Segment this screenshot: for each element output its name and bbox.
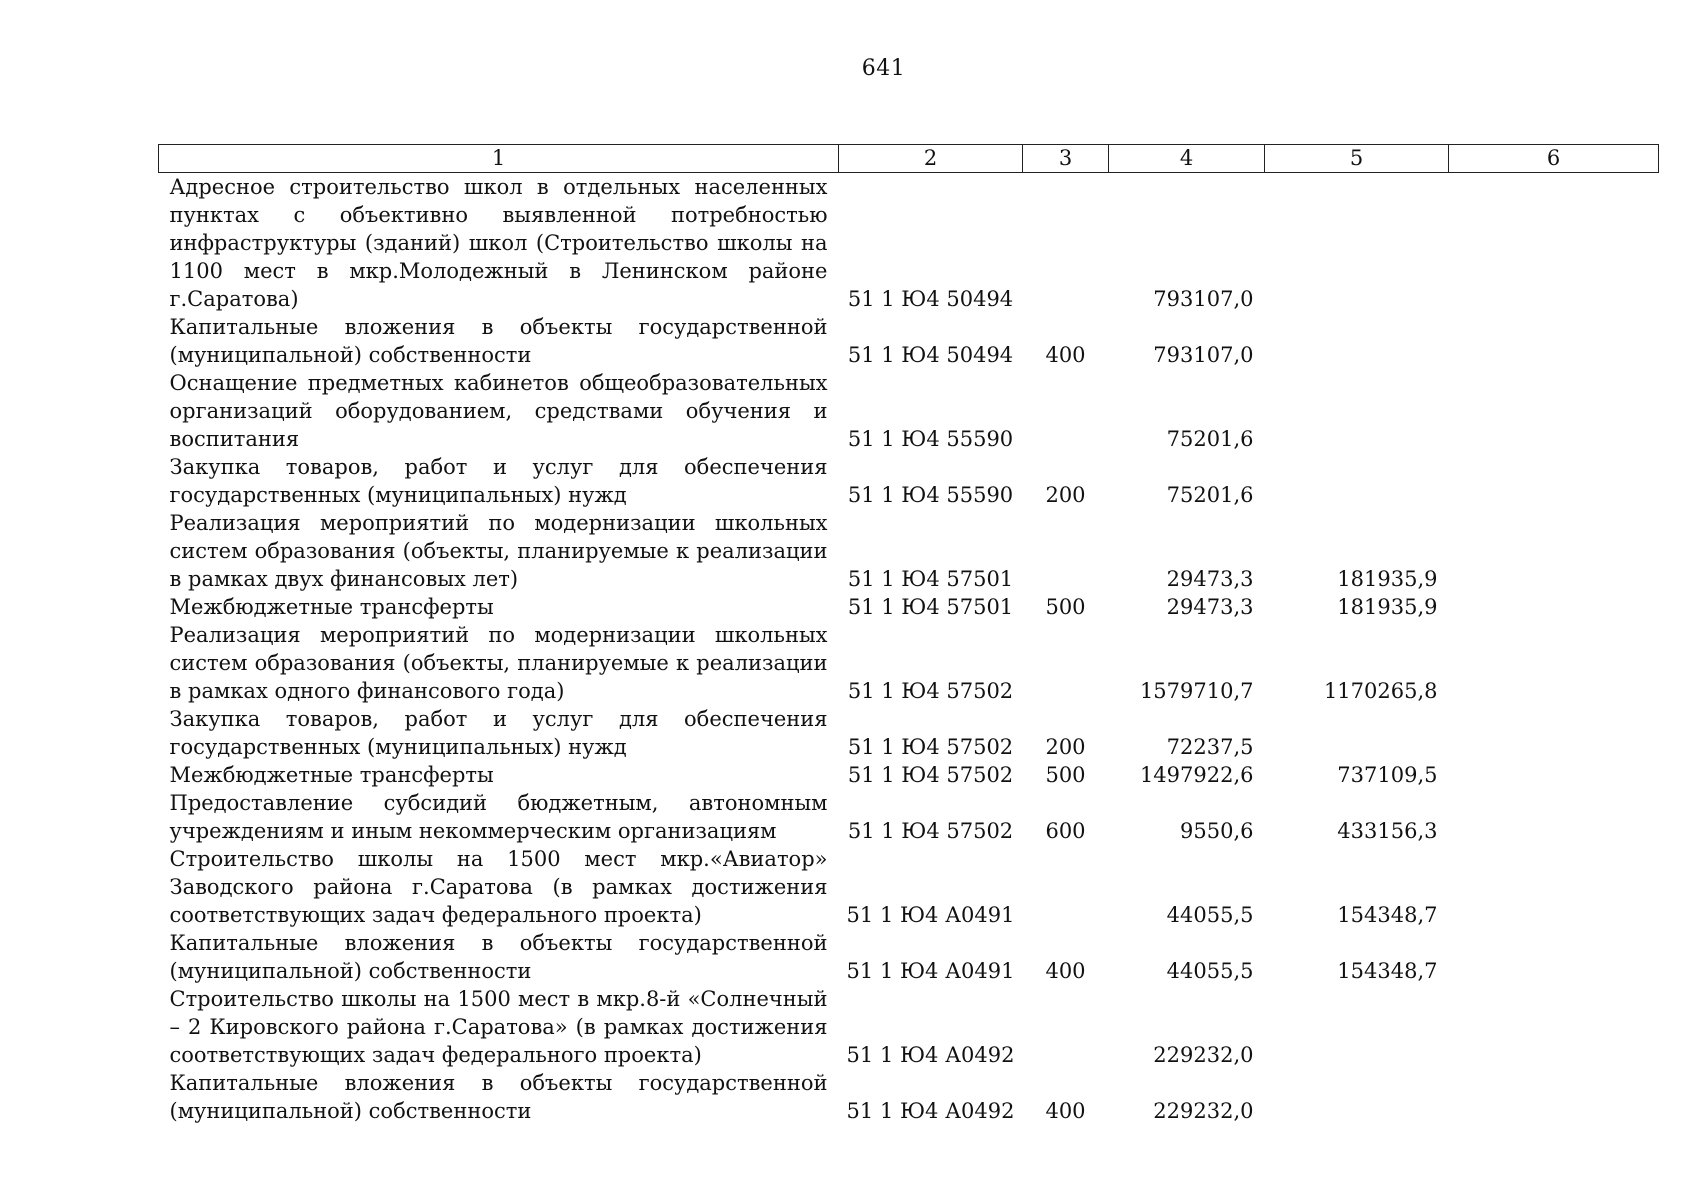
- column-header-2: 2: [839, 145, 1023, 173]
- row-expense-type: 400: [1045, 1099, 1086, 1123]
- row-expense-type: 400: [1045, 343, 1086, 367]
- row-description: Реализация мероприятий по модернизации школьных систем образования (объекты, планируемые к реализации в рамках одного финансового года): [169, 623, 828, 703]
- row-budget-code: 51 1 Ю4 А0492: [846, 1099, 1015, 1123]
- row-description: Строительство школы на 1500 мест в мкр.8-й «Солнечный – 2 Кировского района г.Саратова» (в рамках достижения соответствующих задач федерального проекта): [169, 987, 828, 1067]
- row-budget-code: 51 1 Ю4 57502: [847, 819, 1014, 843]
- row-budget-code: 51 1 Ю4 А0492: [846, 1043, 1015, 1067]
- table-row: [159, 313, 1659, 369]
- row-expense-type: [1023, 369, 1109, 453]
- table-body: [159, 173, 1659, 1126]
- row-amount-col5: 154348,7: [1337, 903, 1438, 927]
- table-row: [159, 845, 1659, 929]
- row-amount-col4: 9550,6: [1180, 819, 1254, 843]
- table-row: [159, 593, 1659, 621]
- row-expense-type: [1023, 509, 1109, 593]
- row-amount-col4: 75201,6: [1166, 483, 1254, 507]
- budget-table: [158, 144, 1659, 1125]
- row-description: Адресное строительство школ в отдельных населенных пунктах с объективно выявленной потребностью инфраструктуры (зданий) школ (Строительство школы на 1100 мест в мкр.Молодежный в Ленинском районе г.Саратова): [169, 175, 828, 311]
- row-amount-col5: [1265, 173, 1449, 314]
- row-budget-code: 51 1 Ю4 57502: [847, 735, 1014, 759]
- row-description: Межбюджетные трансферты: [169, 595, 494, 619]
- row-amount-col4: 229232,0: [1153, 1099, 1254, 1123]
- row-budget-code: 51 1 Ю4 55590: [847, 483, 1014, 507]
- row-amount-col4: 44055,5: [1166, 903, 1254, 927]
- row-amount-col4: 72237,5: [1166, 735, 1254, 759]
- row-description: Межбюджетные трансферты: [169, 763, 494, 787]
- row-amount-col5: [1265, 369, 1449, 453]
- row-description: Капитальные вложения в объекты государственной (муниципальной) собственности: [169, 931, 828, 983]
- page-number: 641: [861, 56, 906, 81]
- row-amount-col4: 1497922,6: [1139, 763, 1254, 787]
- column-header-6: 6: [1449, 145, 1659, 173]
- table-row: [159, 761, 1659, 789]
- row-description: Капитальные вложения в объекты государственной (муниципальной) собственности: [169, 315, 828, 367]
- row-expense-type: [1023, 845, 1109, 929]
- row-budget-code: 51 1 Ю4 57502: [847, 763, 1014, 787]
- row-amount-col4: 29473,3: [1166, 595, 1254, 619]
- row-amount-col4: 44055,5: [1166, 959, 1254, 983]
- row-amount-col5: 433156,3: [1337, 819, 1438, 843]
- table-row: [159, 453, 1659, 509]
- row-expense-type: 400: [1045, 959, 1086, 983]
- row-expense-type: 500: [1045, 595, 1086, 619]
- row-amount-col5: [1265, 453, 1449, 509]
- row-description: Предоставление субсидий бюджетным, автономным учреждениям и иным некоммерческим организациям: [169, 791, 828, 843]
- row-amount-col4: 1579710,7: [1139, 679, 1254, 703]
- row-amount-col4: 29473,3: [1166, 567, 1254, 591]
- table-row: [159, 985, 1659, 1069]
- row-amount-col6: [1449, 173, 1659, 314]
- row-amount-col6: [1449, 453, 1659, 509]
- row-description: Закупка товаров, работ и услуг для обеспечения государственных (муниципальных) нужд: [169, 455, 828, 507]
- row-expense-type: [1023, 985, 1109, 1069]
- row-amount-col4: 229232,0: [1153, 1043, 1254, 1067]
- row-amount-col6: [1449, 1069, 1659, 1125]
- row-amount-col6: [1449, 789, 1659, 845]
- row-expense-type: [1023, 173, 1109, 314]
- table-row: [159, 929, 1659, 985]
- row-expense-type: 600: [1045, 819, 1086, 843]
- row-budget-code: 51 1 Ю4 А0491: [846, 959, 1015, 983]
- table-row: [159, 621, 1659, 705]
- table-header: [159, 145, 1659, 173]
- row-amount-col5: 1170265,8: [1323, 679, 1438, 703]
- row-expense-type: 200: [1045, 735, 1086, 759]
- row-amount-col5: [1265, 313, 1449, 369]
- row-budget-code: 51 1 Ю4 57501: [847, 595, 1014, 619]
- table-row: [159, 1069, 1659, 1125]
- table-row: [159, 509, 1659, 593]
- header-row: [159, 145, 1659, 173]
- row-amount-col5: 737109,5: [1337, 763, 1438, 787]
- row-amount-col6: [1449, 509, 1659, 593]
- row-budget-code: 51 1 Ю4 50494: [847, 343, 1014, 367]
- row-description: Оснащение предметных кабинетов общеобразовательных организаций оборудованием, средствами обучения и воспитания: [169, 371, 828, 451]
- row-amount-col4: 793107,0: [1153, 287, 1254, 311]
- row-amount-col5: [1265, 1069, 1449, 1125]
- column-header-5: 5: [1265, 145, 1449, 173]
- row-budget-code: 51 1 Ю4 55590: [847, 427, 1014, 451]
- row-amount-col5: [1265, 985, 1449, 1069]
- row-budget-code: 51 1 Ю4 50494: [847, 287, 1014, 311]
- table-row: [159, 369, 1659, 453]
- row-amount-col5: 181935,9: [1337, 567, 1438, 591]
- row-budget-code: 51 1 Ю4 57502: [847, 679, 1014, 703]
- table-row: [159, 173, 1659, 314]
- table-row: [159, 789, 1659, 845]
- row-amount-col6: [1449, 621, 1659, 705]
- table-row: [159, 705, 1659, 761]
- row-expense-type: [1023, 621, 1109, 705]
- row-amount-col6: [1449, 845, 1659, 929]
- row-amount-col4: 793107,0: [1153, 343, 1254, 367]
- row-expense-type: 500: [1045, 763, 1086, 787]
- column-header-3: 3: [1023, 145, 1109, 173]
- row-amount-col4: 75201,6: [1166, 427, 1254, 451]
- row-amount-col6: [1449, 369, 1659, 453]
- row-amount-col6: [1449, 705, 1659, 761]
- row-expense-type: 200: [1045, 483, 1086, 507]
- row-amount-col5: 181935,9: [1337, 595, 1438, 619]
- row-description: Закупка товаров, работ и услуг для обеспечения государственных (муниципальных) нужд: [169, 707, 828, 759]
- row-budget-code: 51 1 Ю4 57501: [847, 567, 1014, 591]
- row-amount-col5: [1265, 705, 1449, 761]
- row-amount-col5: 154348,7: [1337, 959, 1438, 983]
- column-header-4: 4: [1109, 145, 1265, 173]
- row-amount-col6: [1449, 761, 1659, 789]
- row-amount-col6: [1449, 929, 1659, 985]
- row-amount-col6: [1449, 985, 1659, 1069]
- row-amount-col6: [1449, 593, 1659, 621]
- row-description: Строительство школы на 1500 мест мкр.«Авиатор» Заводского района г.Саратова (в рамках достижения соответствующих задач федерального проекта): [169, 847, 828, 927]
- row-amount-col6: [1449, 313, 1659, 369]
- row-description: Реализация мероприятий по модернизации школьных систем образования (объекты, планируемые к реализации в рамках двух финансовых лет): [169, 511, 828, 591]
- row-budget-code: 51 1 Ю4 А0491: [846, 903, 1015, 927]
- column-header-1: 1: [159, 145, 839, 173]
- row-description: Капитальные вложения в объекты государственной (муниципальной) собственности: [169, 1071, 828, 1123]
